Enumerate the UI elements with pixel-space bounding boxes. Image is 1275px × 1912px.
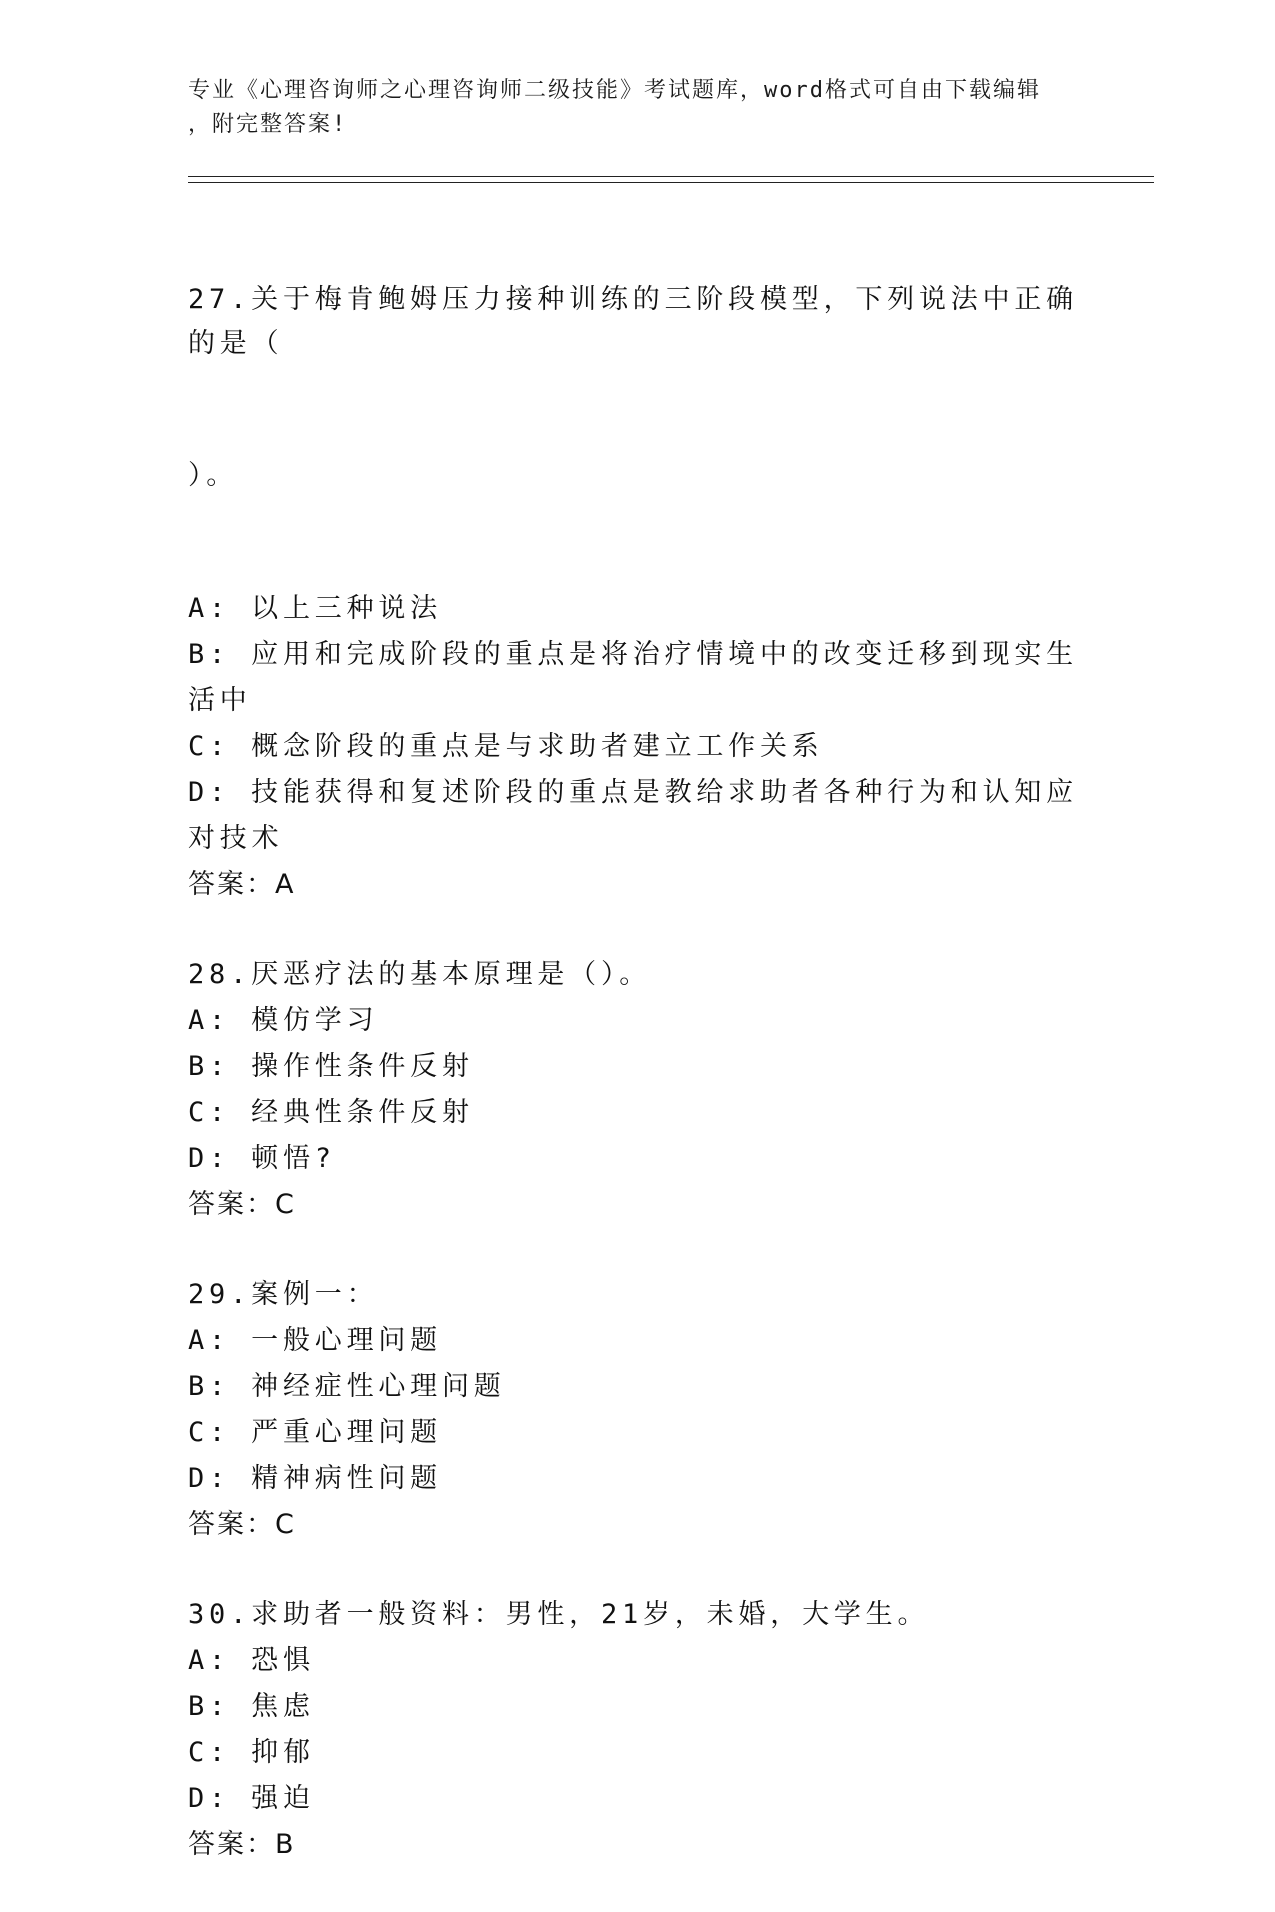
header-divider-bottom <box>188 182 1154 183</box>
answer-label: 答案： <box>188 869 275 900</box>
option-d: D: 精神病性问题 <box>188 1463 442 1494</box>
question-30 <box>188 1592 1088 1868</box>
answer-label: 答案： <box>188 1509 275 1540</box>
question-stem: 28.厌恶疗法的基本原理是（）。 <box>188 959 652 990</box>
option-d: D: 顿悟? <box>188 1143 336 1174</box>
question-stem <box>188 190 1088 586</box>
option-a: A: 恐惧 <box>188 1645 315 1676</box>
question-27 <box>188 190 1088 908</box>
answer-line <box>188 1502 1088 1548</box>
header-line-2: ，附完整答案! <box>188 112 348 137</box>
option-b: B: 焦虑 <box>188 1691 315 1722</box>
question-stem: 29.案例一： <box>188 1279 379 1310</box>
answer-label: 答案： <box>188 1189 275 1220</box>
option-a: A: 一般心理问题 <box>188 1325 442 1356</box>
option-c: C: 严重心理问题 <box>188 1417 442 1448</box>
question-list <box>188 190 1088 1912</box>
answer-value: C <box>275 1189 295 1220</box>
document-header <box>188 74 1088 142</box>
answer-line <box>188 862 1088 908</box>
question-stem: 30.求助者一般资料：男性，21岁，未婚，大学生。 <box>188 1599 930 1630</box>
option-d: D: 强迫 <box>188 1783 315 1814</box>
answer-value: A <box>275 869 295 900</box>
option-b: B: 应用和完成阶段的重点是将治疗情境中的改变迁移到现实生活中 <box>188 639 1078 716</box>
option-b: B: 神经症性心理问题 <box>188 1371 506 1402</box>
answer-line <box>188 1182 1088 1228</box>
option-c: C: 抑郁 <box>188 1737 315 1768</box>
question-stem-line-1: 27.关于梅肯鲍姆压力接种训练的三阶段模型，下列说法中正确的是（ <box>188 284 1078 359</box>
option-b: B: 操作性条件反射 <box>188 1051 474 1082</box>
question-28 <box>188 952 1088 1228</box>
answer-value: C <box>275 1509 295 1540</box>
answer-value: B <box>275 1829 295 1860</box>
question-stem-line-2: ）。 <box>188 460 239 491</box>
header-divider-top <box>188 176 1154 177</box>
option-a: A: 模仿学习 <box>188 1005 379 1036</box>
question-29 <box>188 1272 1088 1548</box>
answer-label: 答案： <box>188 1829 275 1860</box>
answer-line <box>188 1822 1088 1868</box>
option-a: A: 以上三种说法 <box>188 593 442 624</box>
header-line-1: 专业《心理咨询师之心理咨询师二级技能》考试题库，word格式可自由下载编辑 <box>188 78 1041 103</box>
option-d: D: 技能获得和复述阶段的重点是教给求助者各种行为和认知应对技术 <box>188 777 1078 854</box>
option-c: C: 概念阶段的重点是与求助者建立工作关系 <box>188 731 824 762</box>
option-c: C: 经典性条件反射 <box>188 1097 474 1128</box>
